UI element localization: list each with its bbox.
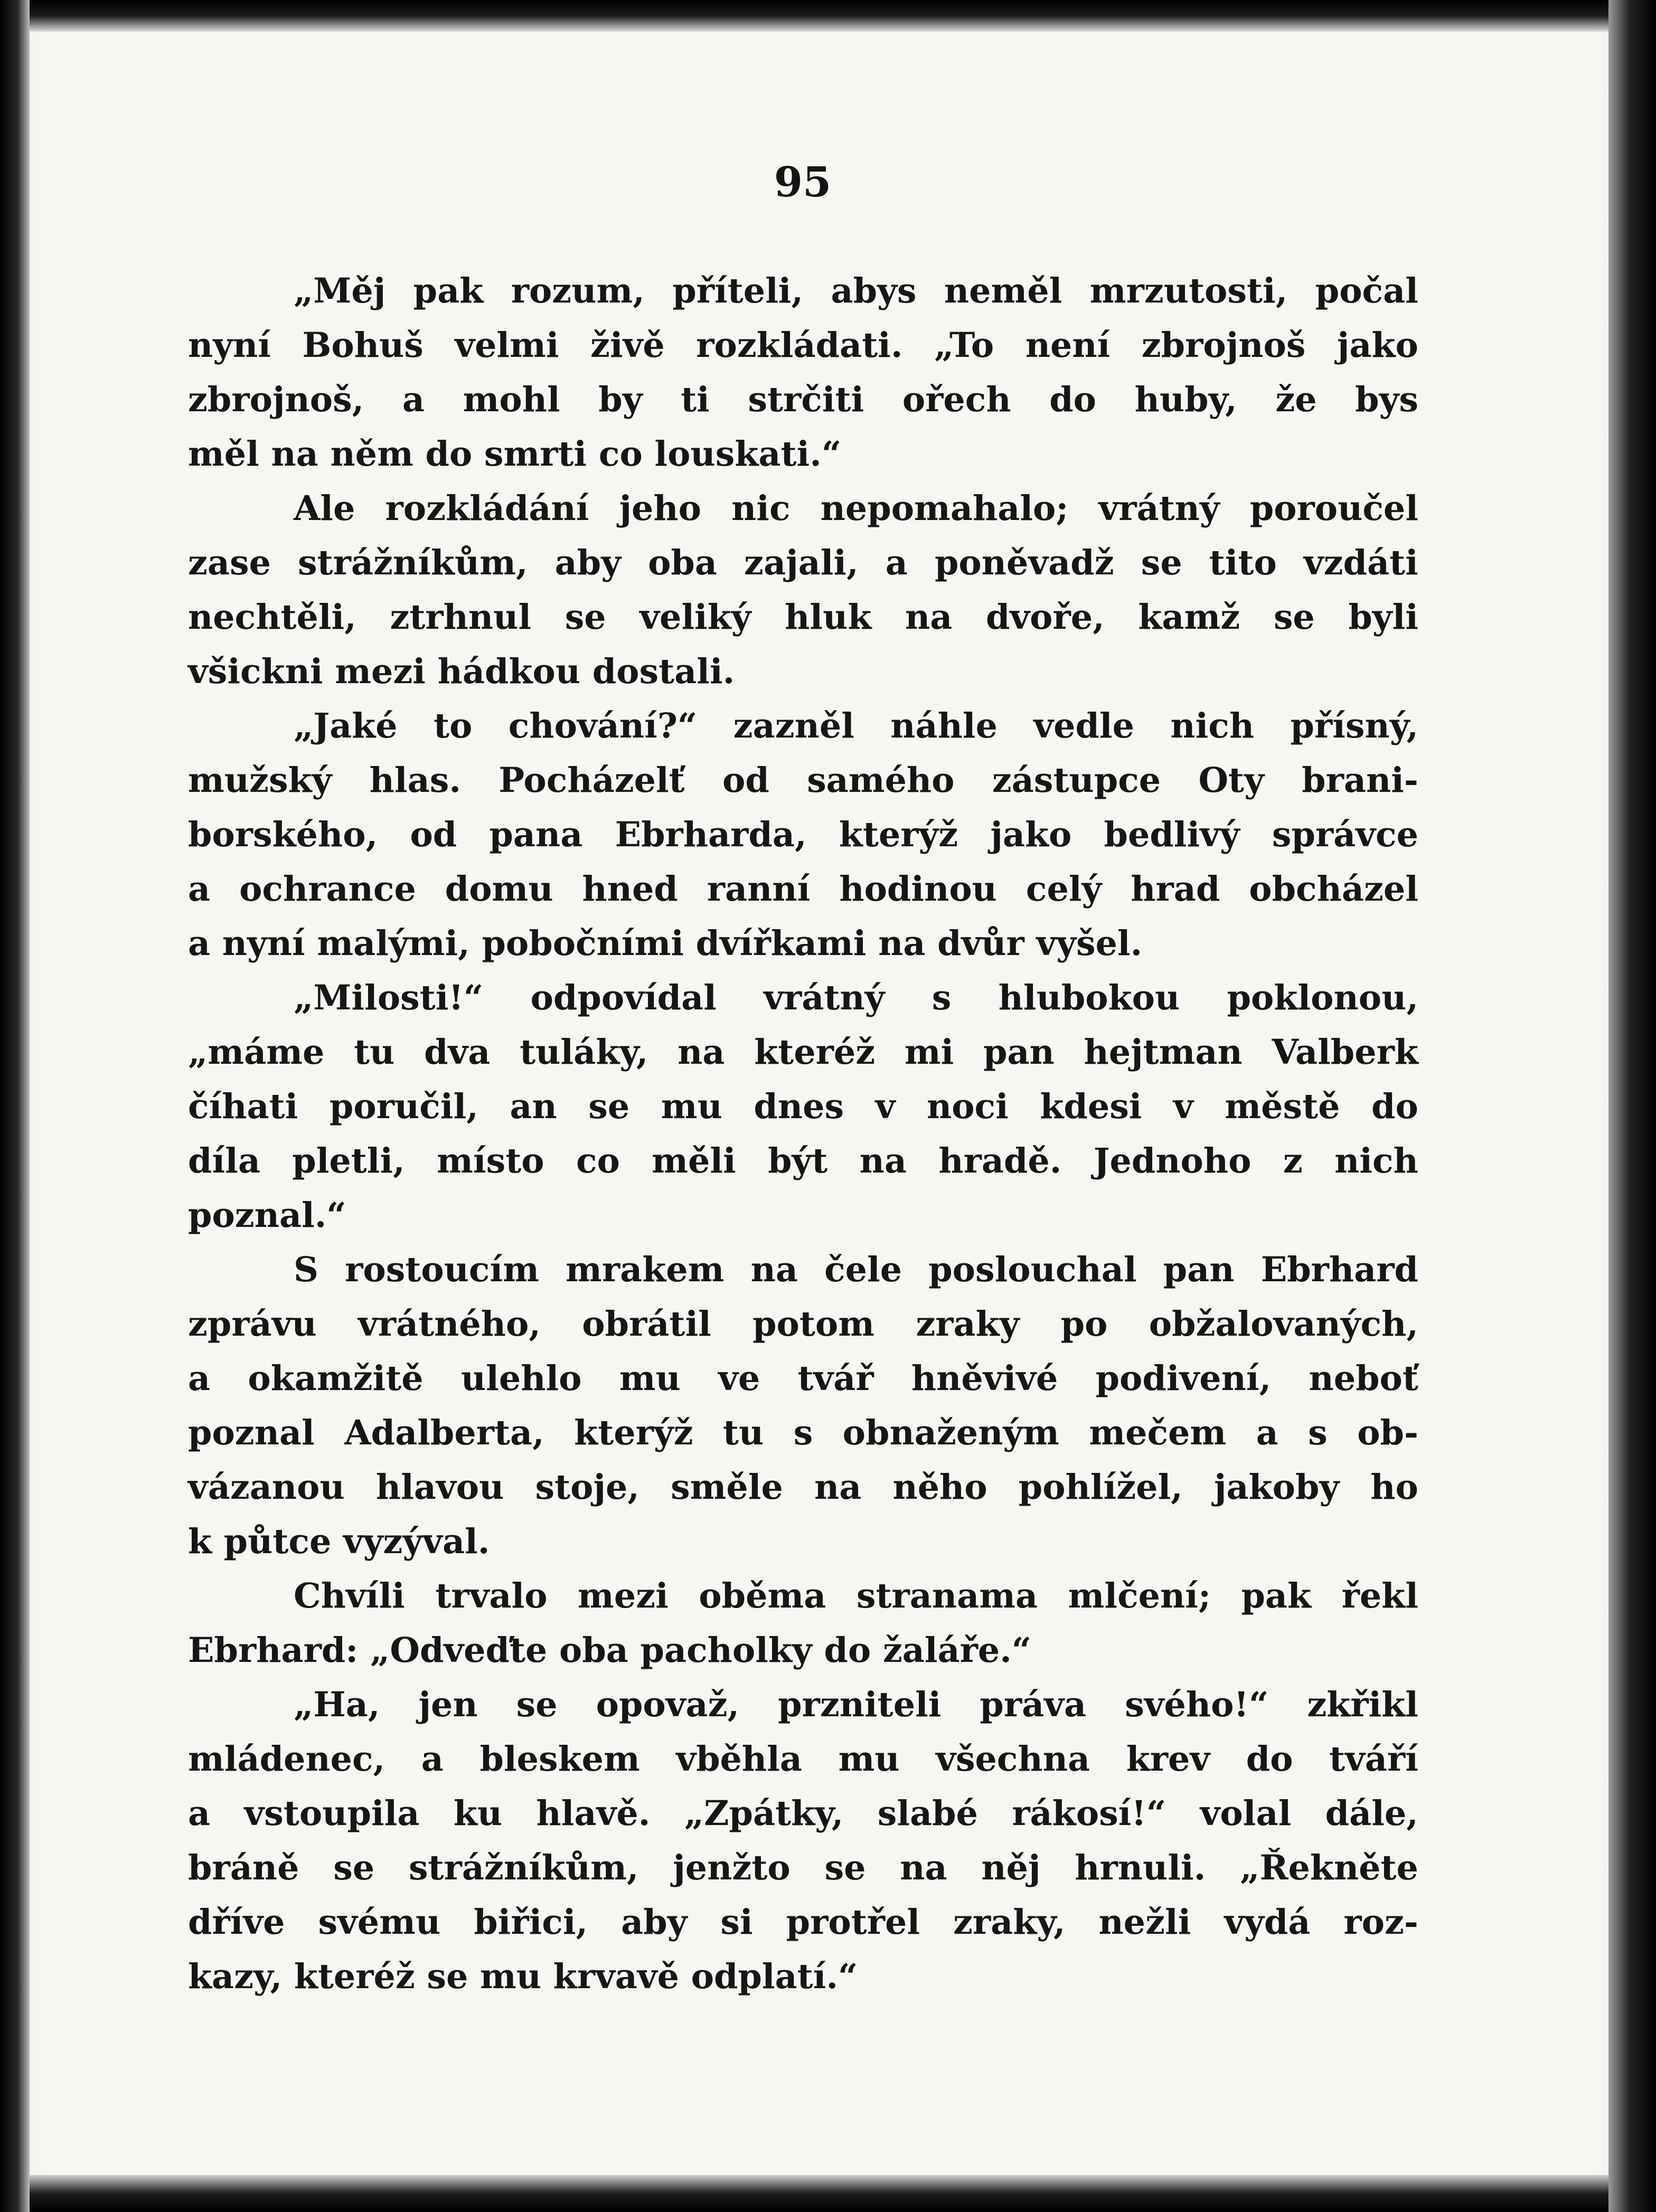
word: se bbox=[564, 597, 606, 637]
word: poněvadž bbox=[934, 543, 1114, 583]
word: neměl bbox=[944, 271, 1062, 311]
word: bleskem bbox=[479, 1739, 640, 1779]
word: vstoupila bbox=[244, 1793, 420, 1833]
word: kdesi bbox=[1040, 1086, 1142, 1127]
word: práva bbox=[980, 1685, 1087, 1725]
word: mrzutosti, bbox=[1089, 271, 1288, 311]
word: živě bbox=[590, 325, 665, 365]
text-line bbox=[188, 1080, 1418, 1134]
word: tvář bbox=[797, 1358, 874, 1398]
word: jen bbox=[418, 1685, 478, 1725]
word: se bbox=[824, 1848, 866, 1888]
word: hodinou bbox=[839, 869, 997, 909]
word: a bbox=[1256, 1413, 1278, 1453]
word: na bbox=[905, 597, 953, 637]
word: byli bbox=[1348, 597, 1418, 637]
word: nežli bbox=[1098, 1902, 1191, 1942]
text-line bbox=[188, 1297, 1418, 1351]
word: se bbox=[1141, 543, 1182, 583]
word: stranama bbox=[856, 1576, 1038, 1616]
word: kteréž bbox=[754, 1032, 876, 1072]
word: mečem bbox=[1089, 1413, 1227, 1453]
word: něho bbox=[892, 1467, 987, 1507]
word: hlavě. bbox=[536, 1793, 651, 1833]
word: ulehlo bbox=[460, 1358, 582, 1398]
word: ve bbox=[718, 1358, 760, 1398]
word: poznal bbox=[188, 1413, 315, 1453]
word: kterýž bbox=[839, 815, 958, 855]
word: bys bbox=[1355, 380, 1418, 420]
scan-border-left bbox=[0, 0, 30, 2212]
word: veliký bbox=[639, 597, 751, 637]
word: tu bbox=[722, 1413, 764, 1453]
word: a bbox=[188, 1358, 211, 1398]
word: po bbox=[1060, 1304, 1108, 1344]
word: „Řekněte bbox=[1240, 1848, 1418, 1888]
word: zajali, bbox=[744, 543, 859, 583]
word: pak bbox=[413, 271, 484, 311]
word: domu bbox=[445, 869, 553, 909]
word: příteli, bbox=[672, 271, 804, 311]
word: „máme bbox=[188, 1032, 325, 1072]
word: ztrhnul bbox=[390, 597, 532, 637]
word: se bbox=[1273, 597, 1315, 637]
word: ochrance bbox=[239, 869, 416, 909]
word: bedlivý bbox=[1104, 815, 1240, 855]
word: poklonou, bbox=[1227, 978, 1418, 1018]
word: zbrojnoš bbox=[1141, 325, 1306, 365]
scan-border-right bbox=[1608, 0, 1656, 2212]
word: vběhla bbox=[676, 1739, 802, 1779]
word: do bbox=[1371, 1086, 1418, 1127]
word: krev bbox=[1126, 1739, 1210, 1779]
word: pak bbox=[1241, 1576, 1312, 1616]
word: nechtěli, bbox=[188, 597, 356, 637]
word: „Jaké bbox=[294, 706, 398, 746]
word: volal bbox=[1200, 1793, 1292, 1833]
word: vedle bbox=[1033, 706, 1134, 746]
word: rozkládati. bbox=[696, 325, 903, 365]
word: a bbox=[885, 543, 908, 583]
word: v bbox=[1173, 1086, 1193, 1127]
body-text bbox=[188, 264, 1418, 2004]
word: zprávu bbox=[188, 1304, 317, 1344]
text-line: a nyní malými, pobočními dvířkami na dvůr vyšel. bbox=[188, 923, 1143, 963]
word: protřel bbox=[786, 1902, 920, 1942]
scan-border-top bbox=[0, 0, 1656, 32]
word: „To bbox=[934, 325, 994, 365]
word: biřici, bbox=[474, 1902, 588, 1942]
word: kamž bbox=[1138, 597, 1240, 637]
word: odpovídal bbox=[530, 978, 717, 1018]
text-line bbox=[188, 1732, 1418, 1786]
word: Chvíli bbox=[294, 1576, 405, 1616]
word: jako bbox=[990, 815, 1072, 855]
word: se bbox=[333, 1848, 375, 1888]
word: mu bbox=[838, 1739, 900, 1779]
word: na bbox=[900, 1848, 947, 1888]
word: ho bbox=[1370, 1467, 1418, 1507]
word: „Milosti!“ bbox=[294, 978, 484, 1018]
word: Valberk bbox=[1272, 1032, 1418, 1072]
word: rozkládání bbox=[385, 488, 589, 528]
word: dnes bbox=[754, 1086, 844, 1127]
word: mládenec, bbox=[188, 1739, 385, 1779]
word: ku bbox=[453, 1793, 503, 1833]
word: rozum, bbox=[511, 271, 645, 311]
word: Pocházelť bbox=[498, 760, 685, 800]
word: bráně bbox=[188, 1848, 299, 1888]
word: a bbox=[188, 1793, 211, 1833]
word: směle bbox=[671, 1467, 783, 1507]
word: chování?“ bbox=[508, 706, 698, 746]
word: ti bbox=[681, 380, 710, 420]
word: zástupce bbox=[992, 760, 1161, 800]
text-line bbox=[188, 373, 1418, 427]
word: aby bbox=[554, 543, 621, 583]
word: a bbox=[402, 380, 425, 420]
word: hlavou bbox=[375, 1467, 504, 1507]
word: przniteli bbox=[778, 1685, 942, 1725]
word: pan bbox=[1163, 1250, 1235, 1290]
word: kterýž bbox=[574, 1413, 693, 1453]
word: být bbox=[768, 1141, 828, 1181]
word: s bbox=[1308, 1413, 1328, 1453]
word: poručil, bbox=[329, 1086, 478, 1127]
word: tito bbox=[1209, 543, 1277, 583]
text-line bbox=[188, 1841, 1418, 1895]
word: se bbox=[588, 1086, 630, 1127]
word: mrakem bbox=[566, 1250, 724, 1290]
word: do bbox=[1049, 380, 1096, 420]
text-line bbox=[188, 1025, 1418, 1080]
word: by bbox=[598, 380, 643, 420]
text-line: kazy, kteréž se mu krvavě odplatí.“ bbox=[188, 1956, 858, 1997]
word: dříve bbox=[188, 1902, 285, 1942]
word: hrnuli. bbox=[1075, 1848, 1206, 1888]
word: neboť bbox=[1309, 1358, 1418, 1398]
text-line bbox=[188, 1406, 1418, 1460]
word: opovaž, bbox=[596, 1685, 740, 1725]
word: náhle bbox=[890, 706, 998, 746]
word: nyní bbox=[188, 325, 271, 365]
word: od bbox=[722, 760, 769, 800]
word: číhati bbox=[188, 1086, 298, 1127]
word: mlčení; bbox=[1068, 1576, 1211, 1616]
text-line bbox=[188, 1569, 1418, 1623]
word: brani- bbox=[1302, 760, 1418, 800]
word: pan bbox=[983, 1032, 1055, 1072]
text-line bbox=[188, 264, 1418, 318]
word: a bbox=[421, 1739, 444, 1779]
word: městě bbox=[1225, 1086, 1340, 1127]
word: zazněl bbox=[733, 706, 854, 746]
word: potom bbox=[752, 1304, 875, 1344]
word: okamžitě bbox=[248, 1358, 424, 1398]
word: „Ha, bbox=[294, 1685, 380, 1725]
word: že bbox=[1275, 380, 1317, 420]
word: an bbox=[510, 1086, 557, 1127]
word: svému bbox=[318, 1902, 441, 1942]
word: Oty bbox=[1198, 760, 1264, 800]
word: si bbox=[720, 1902, 753, 1942]
word: obrátil bbox=[582, 1304, 711, 1344]
text-line: poznal.“ bbox=[188, 1195, 346, 1235]
text-line bbox=[188, 862, 1418, 916]
text-line bbox=[188, 808, 1418, 862]
word: aby bbox=[621, 1902, 688, 1942]
word: rostoucím bbox=[345, 1250, 539, 1290]
word: Ebrharda, bbox=[615, 815, 807, 855]
word: zraky, bbox=[953, 1902, 1066, 1942]
word: poslouchal bbox=[928, 1250, 1137, 1290]
word: jakoby bbox=[1213, 1467, 1340, 1507]
word: hněvivé bbox=[911, 1358, 1058, 1398]
word: nich bbox=[1170, 706, 1255, 746]
word: z bbox=[1283, 1141, 1303, 1181]
word: jako bbox=[1337, 325, 1418, 365]
word: oběma bbox=[699, 1576, 826, 1616]
text-line bbox=[188, 590, 1418, 645]
word: počal bbox=[1315, 271, 1418, 311]
word: s bbox=[931, 978, 952, 1018]
word: dvoře, bbox=[985, 597, 1105, 637]
word: „Zpátky, bbox=[684, 1793, 844, 1833]
word: mezi bbox=[578, 1576, 669, 1616]
text-line bbox=[188, 753, 1418, 808]
word: ranní bbox=[707, 869, 811, 909]
word: hradě. bbox=[938, 1141, 1062, 1181]
word: stoje, bbox=[535, 1467, 639, 1507]
scan-border-bottom bbox=[0, 2175, 1656, 2212]
text-line bbox=[188, 1243, 1418, 1297]
word: na bbox=[678, 1032, 725, 1072]
word: trvalo bbox=[435, 1576, 548, 1616]
word: díla bbox=[188, 1141, 260, 1181]
word: rákosí!“ bbox=[1012, 1793, 1166, 1833]
word: hlubokou bbox=[998, 978, 1180, 1018]
word: nic bbox=[731, 488, 791, 528]
word: tváří bbox=[1329, 1739, 1418, 1779]
word: zkřikl bbox=[1307, 1685, 1418, 1725]
text-line: k půtce vyzýval. bbox=[188, 1521, 490, 1562]
word: mi bbox=[904, 1032, 954, 1072]
word: a bbox=[188, 869, 211, 909]
text-line bbox=[188, 1678, 1418, 1732]
word: mohl bbox=[463, 380, 560, 420]
word: abys bbox=[831, 271, 917, 311]
word: od bbox=[410, 815, 457, 855]
text-line bbox=[188, 1134, 1418, 1188]
word: samého bbox=[807, 760, 955, 800]
word: obnaženým bbox=[842, 1413, 1059, 1453]
word: na bbox=[859, 1141, 907, 1181]
word: vydá bbox=[1224, 1902, 1311, 1942]
text-line bbox=[188, 481, 1418, 536]
word: není bbox=[1025, 325, 1111, 365]
word: nich bbox=[1334, 1141, 1418, 1181]
word: huby, bbox=[1134, 380, 1237, 420]
word: hrad bbox=[1131, 869, 1220, 909]
word: S bbox=[294, 1250, 318, 1290]
word: dále, bbox=[1325, 1793, 1418, 1833]
word: jeho bbox=[619, 488, 701, 528]
word: čele bbox=[824, 1250, 902, 1290]
word: Bohuš bbox=[302, 325, 424, 365]
word: vzdáti bbox=[1303, 543, 1418, 583]
word: na bbox=[750, 1250, 798, 1290]
word: vázanou bbox=[188, 1467, 345, 1507]
word: mu bbox=[619, 1358, 681, 1398]
text-line bbox=[188, 1895, 1418, 1950]
word: na bbox=[814, 1467, 862, 1507]
text-line: Ebrhard: „Odveďte oba pacholky do žaláře.“ bbox=[188, 1630, 1032, 1670]
word: pletli, bbox=[292, 1141, 405, 1181]
word: všechna bbox=[936, 1739, 1090, 1779]
word: hluk bbox=[785, 597, 872, 637]
word: noci bbox=[926, 1086, 1009, 1127]
word: ořech bbox=[902, 380, 1011, 420]
word: vrátného, bbox=[358, 1304, 541, 1344]
word: zraky bbox=[916, 1304, 1020, 1344]
text-line bbox=[188, 971, 1418, 1025]
word: v bbox=[875, 1086, 896, 1127]
word: hejtman bbox=[1084, 1032, 1243, 1072]
word: vrátný bbox=[764, 978, 885, 1018]
word: strčiti bbox=[748, 380, 864, 420]
word: poroučel bbox=[1249, 488, 1418, 528]
word: se bbox=[516, 1685, 558, 1725]
word: zase bbox=[188, 543, 271, 583]
word: řekl bbox=[1341, 1576, 1418, 1616]
text-line bbox=[188, 1786, 1418, 1841]
word: Jednoho bbox=[1093, 1141, 1252, 1181]
word: obcházel bbox=[1249, 869, 1418, 909]
word: vrátný bbox=[1098, 488, 1220, 528]
word: měli bbox=[652, 1141, 736, 1181]
word: dva bbox=[424, 1032, 491, 1072]
word: oba bbox=[648, 543, 717, 583]
word: pohlížel, bbox=[1018, 1467, 1183, 1507]
word: správce bbox=[1272, 815, 1418, 855]
word: Ebrhard bbox=[1260, 1250, 1418, 1290]
word: hlas. bbox=[369, 760, 461, 800]
text-line bbox=[188, 1351, 1418, 1406]
word: ob- bbox=[1357, 1413, 1418, 1453]
word: zbrojnoš, bbox=[188, 380, 364, 420]
word: něj bbox=[981, 1848, 1041, 1888]
word: tu bbox=[354, 1032, 395, 1072]
word: strážníkům, bbox=[408, 1848, 639, 1888]
text-line bbox=[188, 699, 1418, 753]
text-line bbox=[188, 318, 1418, 373]
word: obžalovaných, bbox=[1149, 1304, 1418, 1344]
word: velmi bbox=[455, 325, 559, 365]
word: podivení, bbox=[1095, 1358, 1272, 1398]
word: Ale bbox=[294, 488, 355, 528]
word: nepomahalo; bbox=[820, 488, 1069, 528]
word: to bbox=[434, 706, 473, 746]
word: roz- bbox=[1343, 1902, 1418, 1942]
word: mužský bbox=[188, 760, 332, 800]
word: do bbox=[1246, 1739, 1293, 1779]
word: celý bbox=[1025, 869, 1102, 909]
text-line bbox=[188, 1460, 1418, 1515]
word: s bbox=[793, 1413, 813, 1453]
word: „Měj bbox=[294, 271, 386, 311]
word: tuláky, bbox=[520, 1032, 648, 1072]
text-line: všickni mezi hádkou dostali. bbox=[188, 651, 735, 692]
word: strážníkům, bbox=[298, 543, 528, 583]
word: svého!“ bbox=[1125, 1685, 1269, 1725]
page-number: 95 bbox=[774, 158, 832, 206]
word: pana bbox=[489, 815, 583, 855]
word: místo bbox=[437, 1141, 544, 1181]
word: borského, bbox=[188, 815, 378, 855]
word: co bbox=[576, 1141, 620, 1181]
word: mu bbox=[661, 1086, 722, 1127]
text-line: měl na něm do smrti co louskati.“ bbox=[188, 434, 842, 474]
word: hned bbox=[582, 869, 678, 909]
word: přísný, bbox=[1290, 706, 1418, 746]
word: jenžto bbox=[673, 1848, 791, 1888]
word: Adalberta, bbox=[344, 1413, 544, 1453]
text-line bbox=[188, 536, 1418, 590]
word: slabé bbox=[877, 1793, 978, 1833]
